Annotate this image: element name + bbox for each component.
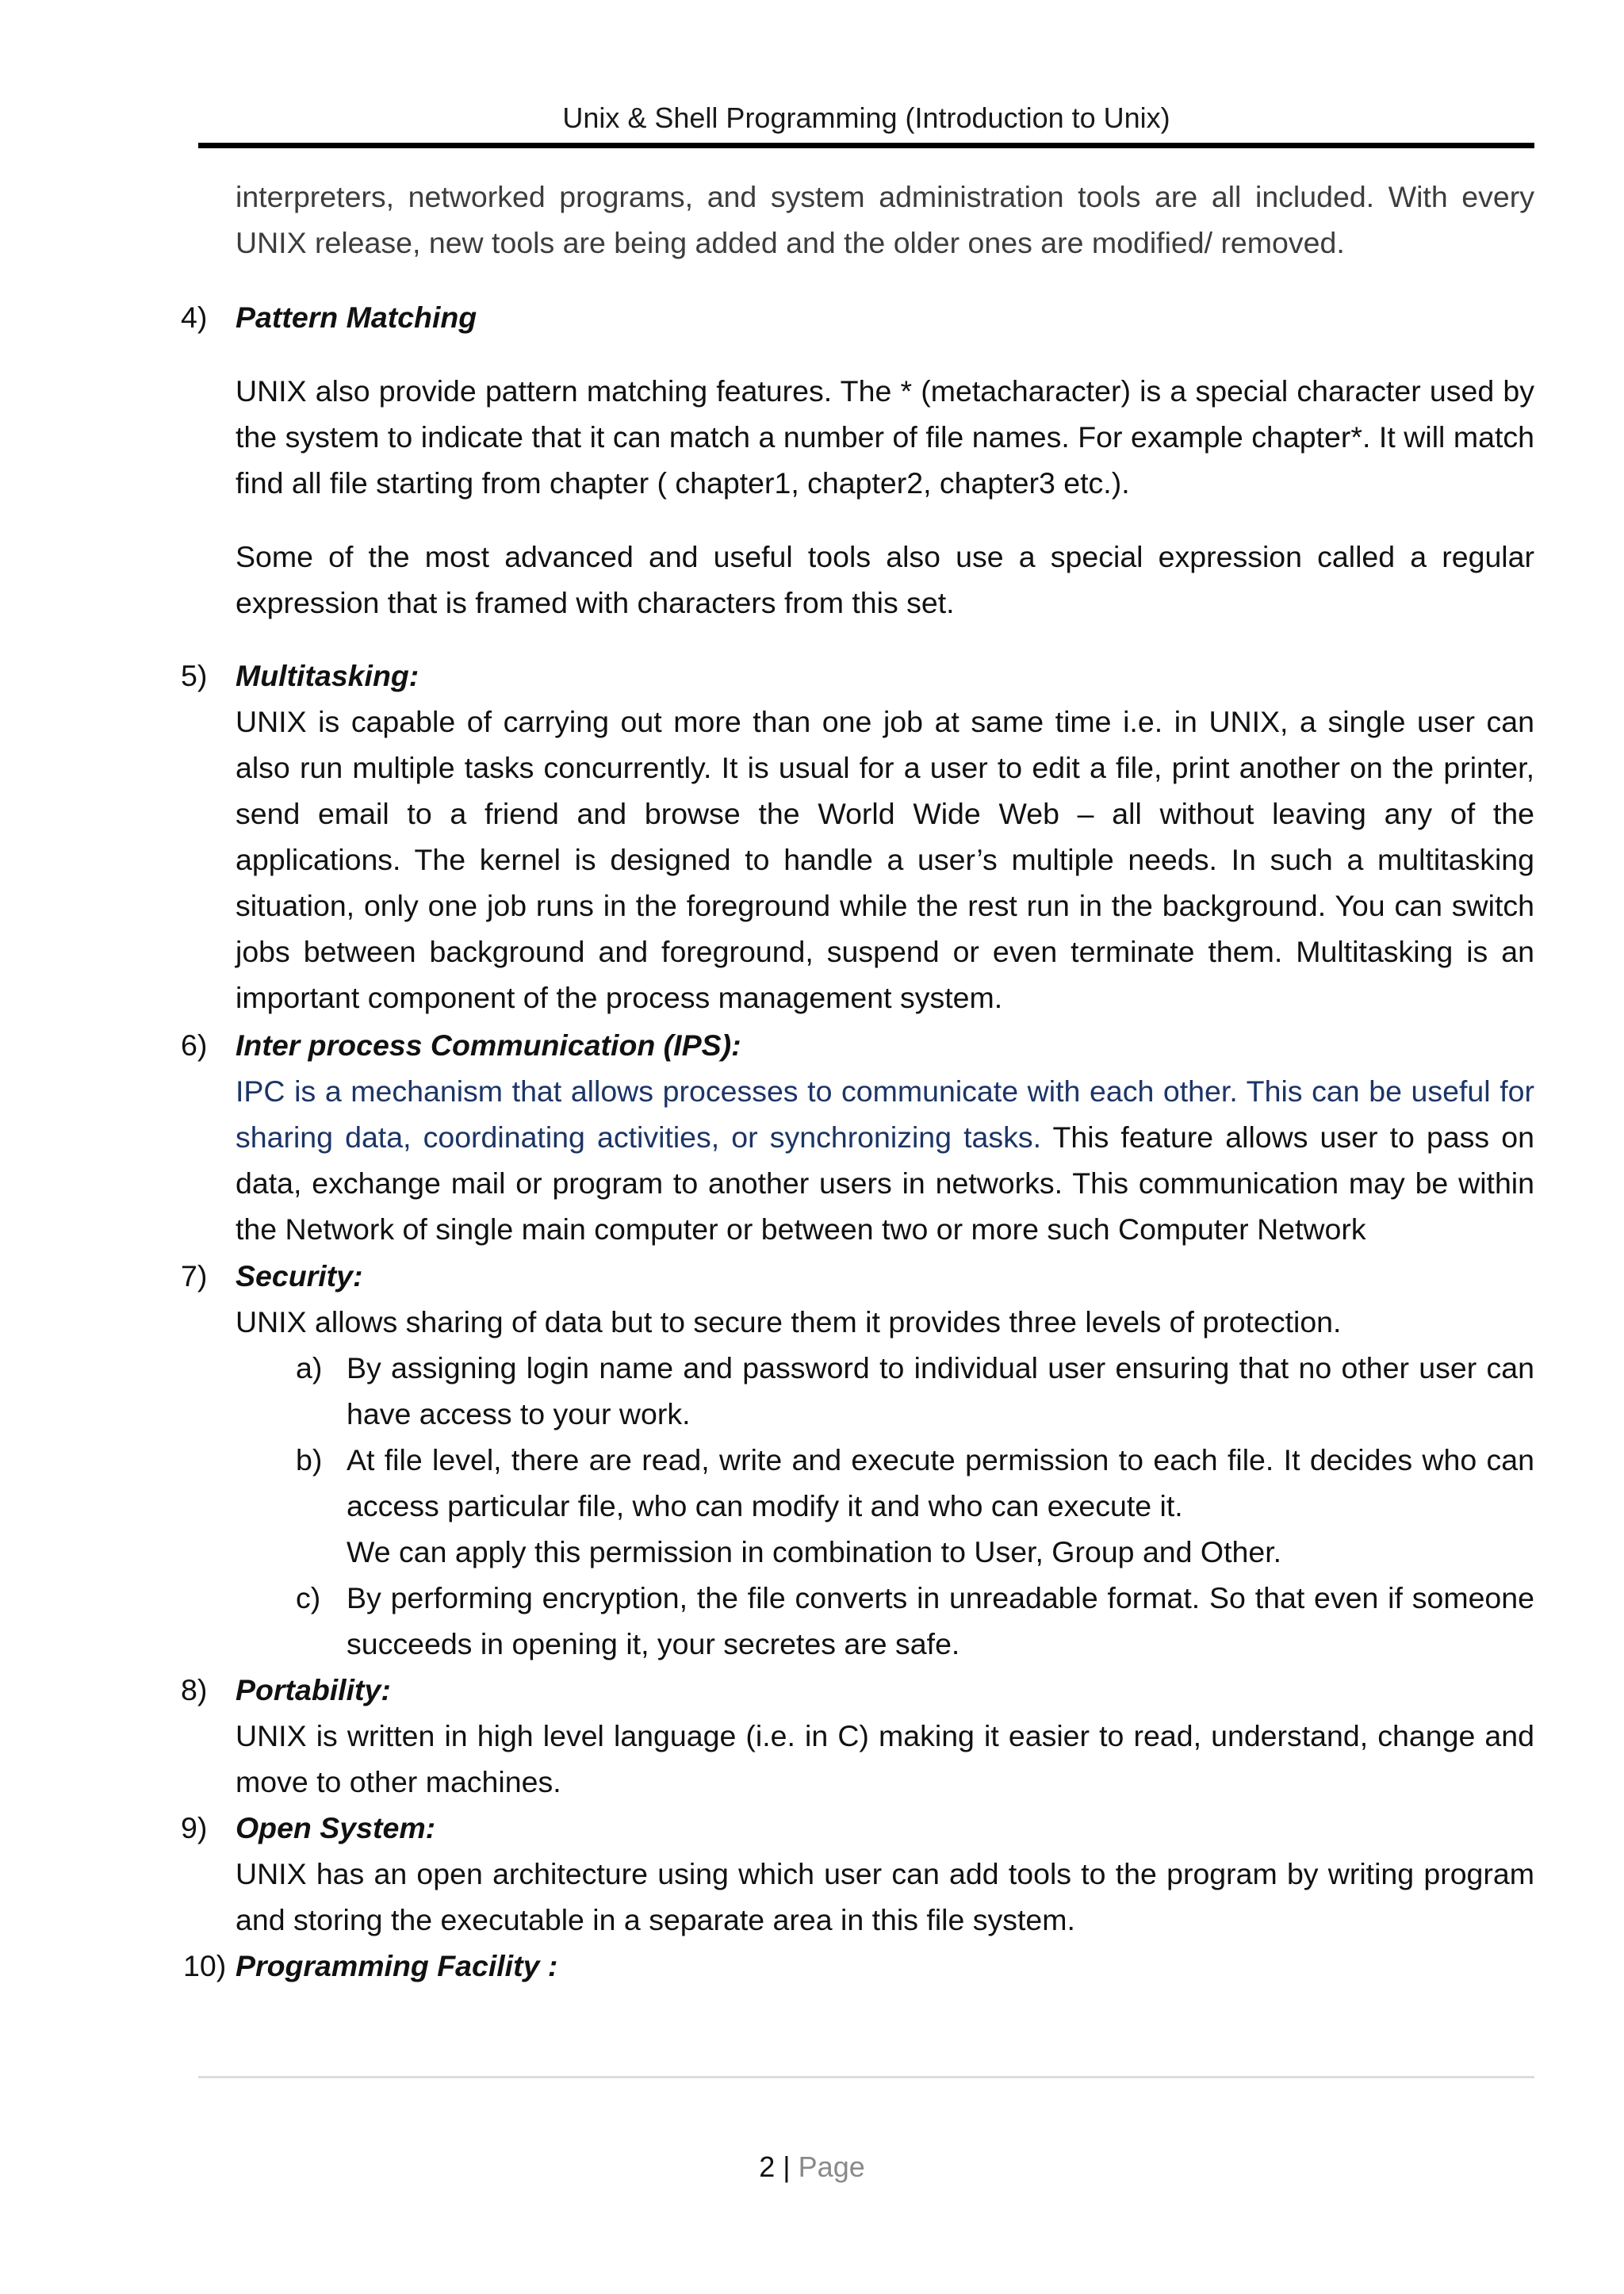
open-system-paragraph: UNIX has an open architecture using which user can add tools to the program by writing program and storing the executable in a separate area in this file system. xyxy=(236,1857,1534,1936)
security-item-a: By assigning login name and password to individual user ensuring that no other user can have access to your work. xyxy=(347,1351,1534,1430)
section-heading-pattern-matching: Pattern Matching xyxy=(236,301,477,334)
section-heading-multitasking: Multitasking: xyxy=(236,659,419,692)
intro-paragraph: interpreters, networked programs, and system administration tools are all included. With every UNIX release, new tools are being added and the older ones are modified/ removed. xyxy=(236,180,1534,259)
pattern-matching-paragraph-1: UNIX also provide pattern matching features. The * (metacharacter) is a special character used by the system to indicate that it can match a number of file names. For example chapter*. It will match find all file starting from chapter ( chapter1, chapter2, chapter3 etc.). xyxy=(236,374,1534,500)
portability-paragraph: UNIX is written in high level language (i.e. in C) making it easier to read, understand, change and move to other machines. xyxy=(236,1719,1534,1798)
ipc-detail-text: This feature allows user to pass on data, exchange mail or program to another users in networks. This communication may be within the Network of single main computer or between two or more such Computer Network xyxy=(236,1120,1534,1246)
section-heading-ipc: Inter process Communication (IPS): xyxy=(236,1028,741,1062)
section-number-8: 8) xyxy=(181,1673,208,1706)
footer-rule xyxy=(198,2076,1534,2078)
security-item-b: At file level, there are read, write and execute permission to each file. It decides who can access particular file, who can modify it and who can execute it. xyxy=(347,1443,1534,1522)
security-intro: UNIX allows sharing of data but to secure them it provides three levels of protection. xyxy=(236,1305,1342,1338)
section-number-7: 7) xyxy=(181,1259,208,1293)
section-heading-programming-facility: Programming Facility : xyxy=(236,1949,558,1982)
section-number-6: 6) xyxy=(181,1028,208,1062)
header-rule xyxy=(198,143,1534,148)
section-number-5: 5) xyxy=(181,659,208,692)
security-item-b-extra: We can apply this permission in combination to User, Group and Other. xyxy=(347,1535,1282,1568)
security-item-letter-a: a) xyxy=(296,1351,323,1384)
security-item-letter-b: b) xyxy=(296,1443,323,1476)
page-footer xyxy=(0,2149,1624,2185)
security-item-letter-c: c) xyxy=(296,1581,321,1614)
ipc-paragraph xyxy=(236,1068,1534,1252)
section-heading-security: Security: xyxy=(236,1259,363,1293)
multitasking-paragraph: UNIX is capable of carrying out more than one job at same time i.e. in UNIX, a single user can also run multiple tasks concurrently. It is usual for a user to edit a file, print another on the printer, send email to a friend and browse the World Wide Web – all without leaving any of the applications. The kernel is designed to handle a user’s multiple needs. In such a multitasking situation, only one job runs in the foreground while the rest run in the background. You can switch jobs between background and foreground, suspend or even terminate them. Multitasking is an important component of the process management system. xyxy=(236,705,1534,1014)
page-header-title: Unix & Shell Programming (Introduction to Unix) xyxy=(562,101,1170,134)
section-number-4: 4) xyxy=(181,301,208,334)
security-item-c: By performing encryption, the file converts in unreadable format. So that even if someone succeeds in opening it, your secretes are safe. xyxy=(347,1581,1534,1660)
section-heading-portability: Portability: xyxy=(236,1673,391,1706)
pattern-matching-paragraph-2: Some of the most advanced and useful tools also use a special expression called a regular expression that is framed with characters from this set. xyxy=(236,540,1534,619)
section-heading-open-system: Open System: xyxy=(236,1811,436,1844)
footer-separator: | xyxy=(783,2150,791,2183)
ipc-definition-text: IPC is a mechanism that allows processes to communicate with each other. This can be useful for sharing data, coordinating activities, or synchronizing tasks. xyxy=(236,1074,1534,1154)
page-number: 2 xyxy=(759,2150,776,2183)
section-number-10: 10) xyxy=(183,1949,227,1982)
section-number-9: 9) xyxy=(181,1811,208,1844)
page-label: Page xyxy=(798,2150,865,2183)
